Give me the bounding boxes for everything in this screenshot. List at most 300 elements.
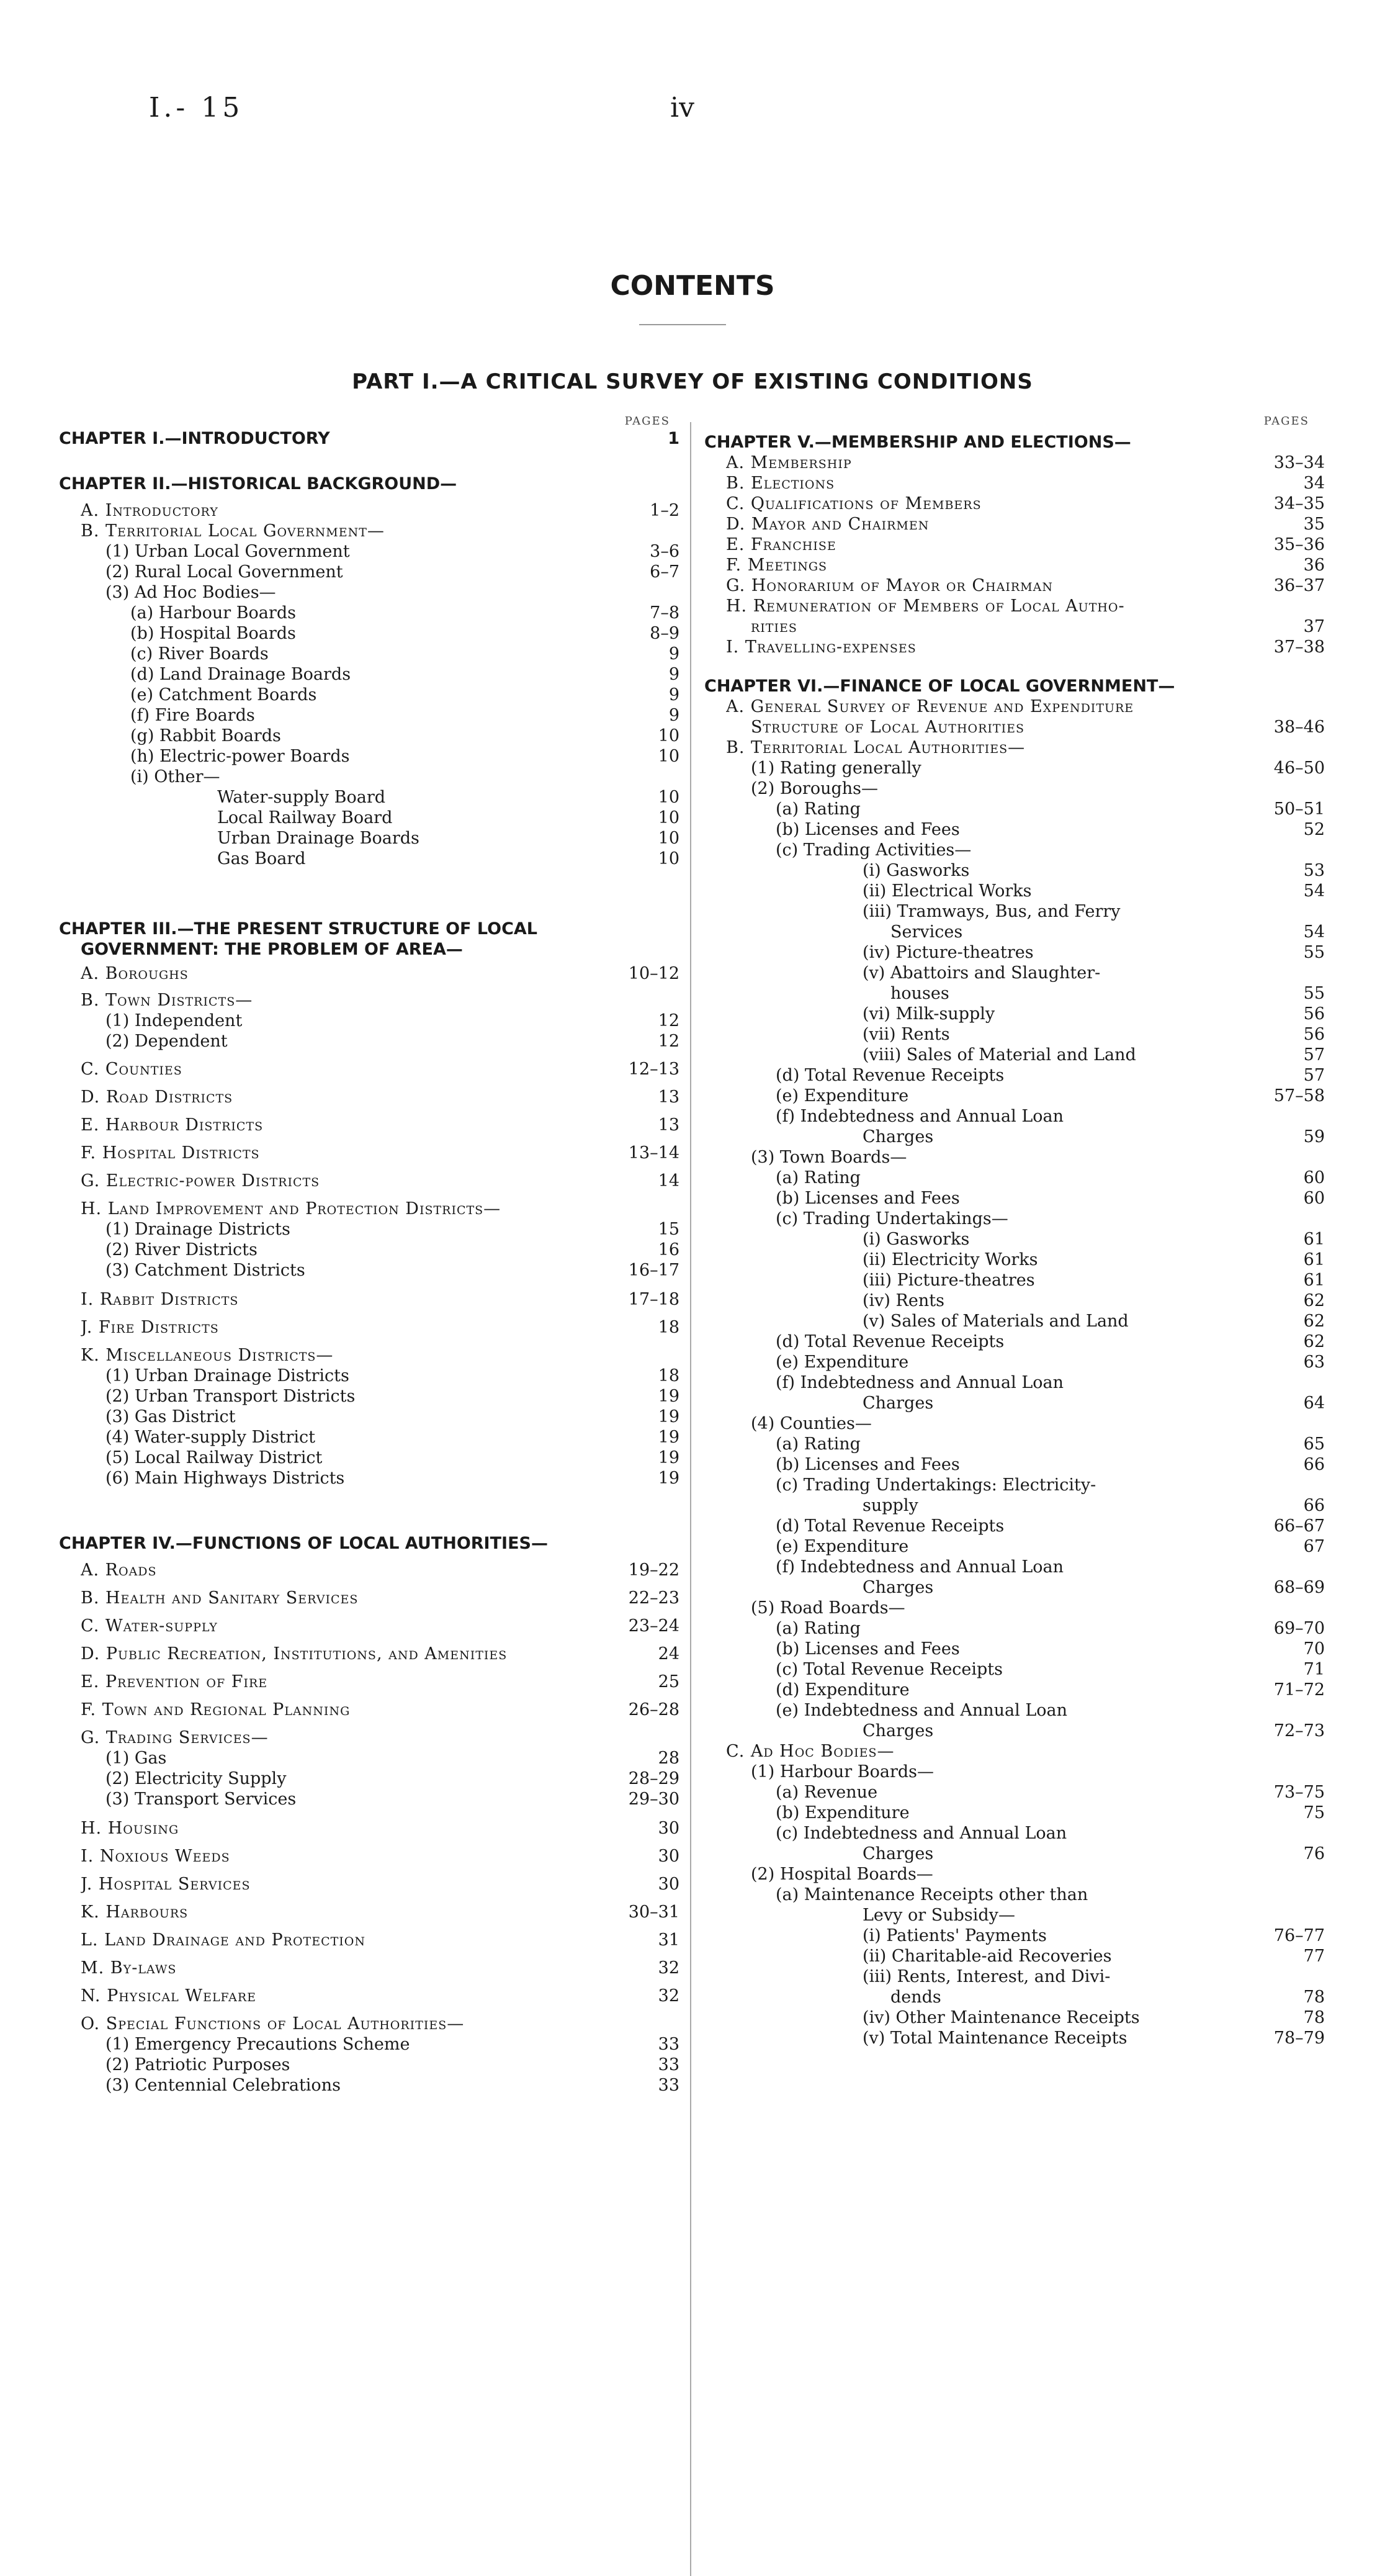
entry-page: 50–51 (1273, 799, 1325, 819)
entry-page: 1–2 (650, 501, 679, 520)
entry-page: 7–8 (650, 603, 679, 623)
entry-title: (3) Centennial Celebrations (105, 2076, 341, 2095)
entry-title: (ii) Electricity Works (863, 1250, 1038, 1269)
entry-title: (2) River Districts (105, 1240, 258, 1259)
toc-entry (59, 2014, 679, 2034)
entry-title: (e) Expenditure (776, 1353, 909, 1372)
toc-entry (704, 1618, 1325, 1639)
entry-title: D. Mayor and Chairmen (726, 515, 930, 534)
toc-entry (704, 493, 1325, 514)
toc-entry (704, 1311, 1325, 1331)
entry-title: (iii) Picture-theatres (863, 1271, 1035, 1290)
entry-page: 9 (668, 644, 679, 664)
entry-title: (c) Trading Undertakings— (776, 1209, 1008, 1228)
toc-entry (704, 453, 1325, 473)
entry-title: (iii) Rents, Interest, and Divi- (863, 1967, 1111, 1986)
toc-entry (59, 1468, 679, 1488)
entry-page: 36 (1303, 556, 1325, 575)
entry-title: H. Land Improvement and Protection Districts— (81, 1199, 501, 1218)
entry-title: A. Boroughs (81, 964, 189, 983)
entry-page: 62 (1303, 1332, 1325, 1351)
entry-title: H. Housing (81, 1819, 179, 1838)
entry-page: 18 (658, 1366, 679, 1385)
entry-title: (a) Rating (776, 1434, 861, 1454)
toc-entry (59, 562, 679, 582)
entry-title: A. General Survey of Revenue and Expenditure (726, 697, 1134, 716)
toc-entry (704, 555, 1325, 575)
toc-entry (59, 963, 679, 984)
toc-entry (704, 696, 1325, 717)
entry-title: (e) Indebtedness and Annual Loan (776, 1701, 1068, 1720)
entry-title: (v) Abattoirs and Slaughter- (863, 963, 1101, 983)
toc-entry (704, 860, 1325, 881)
toc-entry (59, 1560, 679, 1580)
entry-page: 19 (658, 1407, 679, 1426)
toc-entry (59, 726, 679, 746)
toc-entry (704, 1680, 1325, 1700)
toc-entry (704, 1454, 1325, 1475)
entry-title: (2) Urban Transport Districts (105, 1387, 356, 1406)
entry-title: B. Health and Sanitary Services (81, 1588, 359, 1608)
entry-title: (2) Boroughs— (751, 779, 879, 798)
toc-entry (59, 1011, 679, 1031)
entry-title: (i) Gasworks (863, 1230, 970, 1249)
entry-page: 30 (658, 1875, 679, 1894)
toc-entry (704, 1803, 1325, 1823)
toc-entry (59, 828, 679, 849)
entry-title: A. Introductory (81, 501, 218, 520)
entry-title: B. Elections (726, 474, 835, 493)
entry-page: 61 (1303, 1271, 1325, 1290)
entry-title: (v) Total Maintenance Receipts (863, 2029, 1127, 2048)
entry-title: CHAPTER VI.—FINANCE OF LOCAL GOVERNMENT— (704, 677, 1175, 696)
entry-title: (viii) Sales of Material and Land (863, 1045, 1136, 1065)
entry-page: 62 (1303, 1291, 1325, 1310)
entry-page: 10 (658, 808, 679, 827)
entry-page: 12 (658, 1032, 679, 1051)
entry-title: (e) Expenditure (776, 1537, 909, 1556)
entry-page: 53 (1303, 861, 1325, 880)
entry-title: (b) Licenses and Fees (776, 820, 960, 839)
entry-page: 37 (1303, 617, 1325, 636)
toc-entry (704, 717, 1325, 737)
pages-column-label: PAGES (624, 415, 670, 428)
entry-title: C. Qualifications of Members (726, 494, 982, 513)
entry-title: B. Territorial Local Government— (81, 521, 385, 541)
entry-title: B. Town Districts— (81, 991, 253, 1010)
toc-entry (704, 1352, 1325, 1372)
entry-title: I. Noxious Weeds (81, 1847, 230, 1866)
entry-page: 54 (1303, 881, 1325, 901)
toc-entry (704, 473, 1325, 493)
entry-title: rities (751, 617, 797, 636)
entry-page: 9 (668, 665, 679, 684)
page-reference: I.- 15 (149, 92, 244, 124)
toc-entry (704, 1659, 1325, 1680)
toc-entry (704, 1577, 1325, 1598)
entry-page: 30 (658, 1847, 679, 1866)
entry-page: 10–12 (628, 964, 679, 983)
entry-page: 68–69 (1273, 1578, 1325, 1597)
entry-title: (a) Rating (776, 799, 861, 819)
toc-entry (59, 1143, 679, 1163)
entry-title: (vi) Milk-supply (863, 1004, 995, 1024)
entry-title: N. Physical Welfare (81, 1986, 256, 2006)
entry-page: 71 (1303, 1660, 1325, 1679)
entry-title: (g) Rabbit Boards (130, 726, 281, 745)
entry-title: (a) Revenue (776, 1783, 878, 1802)
toc-entry (59, 849, 679, 869)
entry-page: 75 (1303, 1803, 1325, 1822)
entry-title: (3) Transport Services (105, 1790, 297, 1809)
entry-title: (iv) Picture-theatres (863, 943, 1034, 962)
toc-entry (704, 2028, 1325, 2048)
entry-title: (a) Rating (776, 1168, 861, 1187)
entry-title: (f) Indebtedness and Annual Loan (776, 1107, 1064, 1126)
toc-entry (704, 1086, 1325, 1106)
entry-title: (3) Gas District (105, 1407, 236, 1426)
entry-title: F. Hospital Districts (81, 1143, 260, 1163)
entry-title: dends (890, 1988, 941, 2007)
entry-page: 38–46 (1273, 718, 1325, 737)
entry-title: (a) Harbour Boards (130, 603, 296, 623)
toc-entry (59, 746, 679, 767)
pages-column-label: PAGES (1263, 415, 1309, 428)
toc-entry (59, 1958, 679, 1978)
toc-entry (59, 644, 679, 664)
entry-page: 19 (658, 1448, 679, 1467)
toc-entry (704, 1844, 1325, 1864)
entry-title: GOVERNMENT: THE PROBLEM OF AREA— (81, 940, 463, 959)
toc-entry (704, 840, 1325, 860)
entry-title: J. Fire Districts (81, 1318, 219, 1337)
entry-title: G. Honorarium of Mayor or Chairman (726, 576, 1053, 595)
toc-entry (704, 799, 1325, 819)
entry-title: (d) Expenditure (776, 1680, 910, 1700)
toc-entry (59, 1317, 679, 1338)
entry-page: 16–17 (628, 1261, 679, 1280)
entry-title: (vii) Rents (863, 1025, 950, 1044)
entry-title: (f) Fire Boards (130, 706, 255, 725)
toc-entry (704, 1864, 1325, 1885)
entry-title: J. Hospital Services (81, 1875, 251, 1894)
title-rule (639, 324, 726, 325)
entry-page: 55 (1303, 984, 1325, 1003)
toc-entry (704, 1700, 1325, 1721)
entry-page: 10 (658, 849, 679, 868)
entry-page: 10 (658, 726, 679, 745)
entry-page: 78 (1303, 1988, 1325, 2007)
entry-page: 33–34 (1273, 453, 1325, 472)
entry-title: (5) Local Railway District (105, 1448, 323, 1467)
entry-title: (3) Town Boards— (751, 1148, 907, 1167)
toc-entry (704, 1004, 1325, 1024)
entry-page: 16 (658, 1240, 679, 1259)
entry-page: 29–30 (628, 1790, 679, 1809)
entry-page: 70 (1303, 1639, 1325, 1659)
entry-title: Charges (863, 1127, 934, 1146)
entry-title: (1) Urban Drainage Districts (105, 1366, 349, 1385)
toc-entry (59, 1366, 679, 1386)
toc-entry (704, 901, 1325, 922)
entry-page: 1 (668, 429, 679, 448)
toc-entry (704, 1475, 1325, 1495)
toc-entry (59, 1616, 679, 1636)
entry-title: (h) Electric-power Boards (130, 747, 350, 766)
entry-page: 26–28 (628, 1700, 679, 1719)
entry-title: (b) Licenses and Fees (776, 1189, 960, 1208)
entry-page: 24 (658, 1644, 679, 1664)
chapter-heading (59, 939, 679, 960)
toc-entry (704, 1516, 1325, 1536)
entry-title: (1) Independent (105, 1011, 243, 1030)
entry-page: 9 (668, 706, 679, 725)
toc-entry (704, 922, 1325, 942)
toc-entry (59, 787, 679, 808)
toc-entry (59, 1672, 679, 1692)
toc-entry (59, 1345, 679, 1366)
entry-page: 63 (1303, 1353, 1325, 1372)
entry-page: 35 (1303, 515, 1325, 534)
entry-page: 12 (658, 1011, 679, 1030)
entry-title: (1) Rating generally (751, 759, 921, 778)
toc-entry (59, 500, 679, 521)
entry-title: C. Ad Hoc Bodies— (726, 1742, 895, 1761)
toc-entry (704, 881, 1325, 901)
entry-title: F. Town and Regional Planning (81, 1700, 351, 1719)
toc-entry (704, 1741, 1325, 1762)
entry-page: 60 (1303, 1168, 1325, 1187)
toc-entry (59, 808, 679, 828)
toc-entry (59, 1219, 679, 1240)
entry-title: (2) Dependent (105, 1032, 228, 1051)
toc-entry (59, 1727, 679, 1748)
entry-page: 13–14 (628, 1143, 679, 1163)
entry-title: E. Prevention of Fire (81, 1672, 268, 1691)
entry-title: (v) Sales of Materials and Land (863, 1312, 1129, 1331)
entry-page: 72–73 (1273, 1721, 1325, 1741)
toc-entry (704, 1045, 1325, 1065)
toc-entry (704, 1270, 1325, 1290)
entry-page: 32 (658, 1958, 679, 1978)
entry-title: (e) Catchment Boards (130, 685, 317, 705)
entry-title: CHAPTER III.—THE PRESENT STRUCTURE OF LOCAL (59, 919, 538, 939)
toc-entry (704, 1721, 1325, 1741)
toc-entry (704, 1372, 1325, 1393)
entry-page: 34 (1303, 474, 1325, 493)
entry-title: (i) Other— (130, 767, 220, 786)
entry-page: 35–36 (1273, 535, 1325, 554)
entry-title: (3) Ad Hoc Bodies— (105, 583, 276, 602)
entry-page: 25 (658, 1672, 679, 1691)
entry-page: 59 (1303, 1127, 1325, 1146)
entry-title: D. Road Districts (81, 1088, 233, 1107)
toc-entry (704, 616, 1325, 637)
toc-entry (59, 1386, 679, 1407)
entry-title: Charges (863, 1844, 934, 1863)
entry-title: (2) Rural Local Government (105, 562, 343, 582)
entry-page: 8–9 (650, 624, 679, 643)
entry-title: (i) Gasworks (863, 861, 970, 880)
toc-entry (59, 1427, 679, 1448)
entry-title: Local Railway Board (217, 808, 393, 827)
toc-entry (59, 1588, 679, 1608)
entry-title: Services (890, 922, 963, 942)
toc-entry (704, 1782, 1325, 1803)
toc-entry (59, 1700, 679, 1720)
entry-title: (d) Total Revenue Receipts (776, 1516, 1005, 1536)
entry-title: (e) Expenditure (776, 1086, 909, 1106)
entry-page: 76 (1303, 1844, 1325, 1863)
entry-page: 33 (658, 2055, 679, 2074)
toc-entry (59, 603, 679, 623)
entry-title: (2) Hospital Boards— (751, 1865, 933, 1884)
page-title: CONTENTS (610, 270, 775, 302)
chapter-heading (704, 676, 1325, 696)
entry-page: 10 (658, 747, 679, 766)
entry-title: (iii) Tramways, Bus, and Ferry (863, 902, 1121, 921)
entry-page: 46–50 (1273, 759, 1325, 778)
entry-title: (4) Counties— (751, 1414, 872, 1433)
entry-title: (b) Licenses and Fees (776, 1639, 960, 1659)
entry-page: 31 (658, 1930, 679, 1950)
toc-entry (59, 767, 679, 787)
entry-title: B. Territorial Local Authorities— (726, 738, 1026, 757)
toc-entry (59, 1087, 679, 1107)
entry-title: Charges (863, 1721, 934, 1741)
entry-page: 10 (658, 788, 679, 807)
entry-title: Structure of Local Authorities (751, 718, 1024, 737)
toc-entry (59, 705, 679, 726)
toc-entry (704, 1106, 1325, 1127)
entry-title: (1) Gas (105, 1749, 167, 1768)
entry-title: (2) Patriotic Purposes (105, 2055, 290, 2074)
toc-entry (59, 1930, 679, 1950)
entry-title: D. Public Recreation, Institutions, and Amenities (81, 1644, 508, 1664)
entry-page: 28 (658, 1749, 679, 1768)
entry-page: 9 (668, 685, 679, 705)
entry-page: 57 (1303, 1045, 1325, 1065)
entry-page: 55 (1303, 943, 1325, 962)
toc-entry (704, 1147, 1325, 1168)
entry-page: 30 (658, 1819, 679, 1838)
entry-title: (d) Total Revenue Receipts (776, 1066, 1005, 1085)
entry-page: 28–29 (628, 1769, 679, 1788)
entry-page: 66 (1303, 1496, 1325, 1515)
entry-page: 78 (1303, 2008, 1325, 2027)
entry-title: (1) Emergency Precautions Scheme (105, 2035, 410, 2054)
toc-entry (59, 1644, 679, 1664)
toc-entry (704, 758, 1325, 778)
entry-page: 73–75 (1273, 1783, 1325, 1802)
chapter-heading (59, 919, 679, 939)
toc-entry (59, 1874, 679, 1894)
entry-title: (6) Main Highways Districts (105, 1469, 345, 1488)
entry-page: 56 (1303, 1025, 1325, 1044)
entry-page: 10 (658, 829, 679, 848)
toc-entry (704, 1762, 1325, 1782)
toc-entry (59, 582, 679, 603)
toc-entry (704, 1639, 1325, 1659)
entry-title: supply (863, 1496, 918, 1515)
toc-entry (704, 596, 1325, 616)
entry-title: Urban Drainage Boards (217, 829, 419, 848)
toc-entry (704, 534, 1325, 555)
toc-entry (704, 1823, 1325, 1844)
entry-title: (b) Licenses and Fees (776, 1455, 960, 1474)
entry-title: Levy or Subsidy— (863, 1906, 1015, 1925)
toc-entry (704, 1598, 1325, 1618)
entry-title: (ii) Charitable-aid Recoveries (863, 1947, 1112, 1966)
entry-page: 52 (1303, 820, 1325, 839)
toc-entry (59, 1902, 679, 1922)
toc-entry (704, 1925, 1325, 1946)
toc-entry (704, 1946, 1325, 1966)
entry-title: F. Meetings (726, 556, 828, 575)
toc-entry (59, 1846, 679, 1867)
entry-title: (c) Indebtedness and Annual Loan (776, 1824, 1067, 1843)
entry-page: 57–58 (1273, 1086, 1325, 1106)
toc-entry (59, 623, 679, 644)
toc-entry (704, 819, 1325, 840)
entry-page: 64 (1303, 1394, 1325, 1413)
entry-title: (c) Trading Activities— (776, 840, 972, 860)
toc-entry (59, 1448, 679, 1468)
entry-page: 56 (1303, 1004, 1325, 1024)
toc-entry (704, 2007, 1325, 2028)
toc-entry (704, 963, 1325, 983)
entry-title: CHAPTER I.—INTRODUCTORY (59, 429, 330, 448)
toc-entry (59, 1407, 679, 1427)
entry-title: (d) Land Drainage Boards (130, 665, 351, 684)
entry-title: Charges (863, 1394, 934, 1413)
toc-entry (59, 1260, 679, 1281)
entry-title: (iv) Other Maintenance Receipts (863, 2008, 1140, 2027)
toc-entry (59, 541, 679, 562)
entry-title: (a) Rating (776, 1619, 861, 1638)
entry-title: (5) Road Boards— (751, 1598, 905, 1618)
entry-title: C. Counties (81, 1060, 182, 1079)
entry-title: (3) Catchment Districts (105, 1261, 305, 1280)
toc-entry (59, 1748, 679, 1768)
chapter-heading (59, 1533, 679, 1554)
toc-entry (59, 2034, 679, 2055)
entry-title: I. Rabbit Districts (81, 1290, 239, 1309)
toc-entry (704, 514, 1325, 534)
toc-entry (704, 1413, 1325, 1434)
entry-page: 12–13 (628, 1060, 679, 1079)
entry-page: 19–22 (628, 1560, 679, 1580)
toc-entry (704, 575, 1325, 596)
entry-page: 61 (1303, 1250, 1325, 1269)
toc-entry (59, 1818, 679, 1839)
entry-title: K. Harbours (81, 1903, 189, 1922)
entry-title: Gas Board (217, 849, 306, 868)
entry-page: 78–79 (1273, 2029, 1325, 2048)
entry-title: CHAPTER IV.—FUNCTIONS OF LOCAL AUTHORITIES— (59, 1534, 548, 1553)
entry-title: (c) Total Revenue Receipts (776, 1660, 1003, 1679)
entry-title: M. By-laws (81, 1958, 177, 1978)
toc-entry (704, 1024, 1325, 1045)
entry-title: (4) Water-supply District (105, 1428, 315, 1447)
toc-entry (704, 1168, 1325, 1188)
entry-page: 69–70 (1273, 1619, 1325, 1638)
toc-entry (704, 1209, 1325, 1229)
toc-entry (59, 1059, 679, 1079)
entry-title: (1) Urban Local Government (105, 542, 350, 561)
entry-title: E. Harbour Districts (81, 1115, 264, 1135)
entry-title: CHAPTER V.—MEMBERSHIP AND ELECTIONS— (704, 433, 1131, 452)
